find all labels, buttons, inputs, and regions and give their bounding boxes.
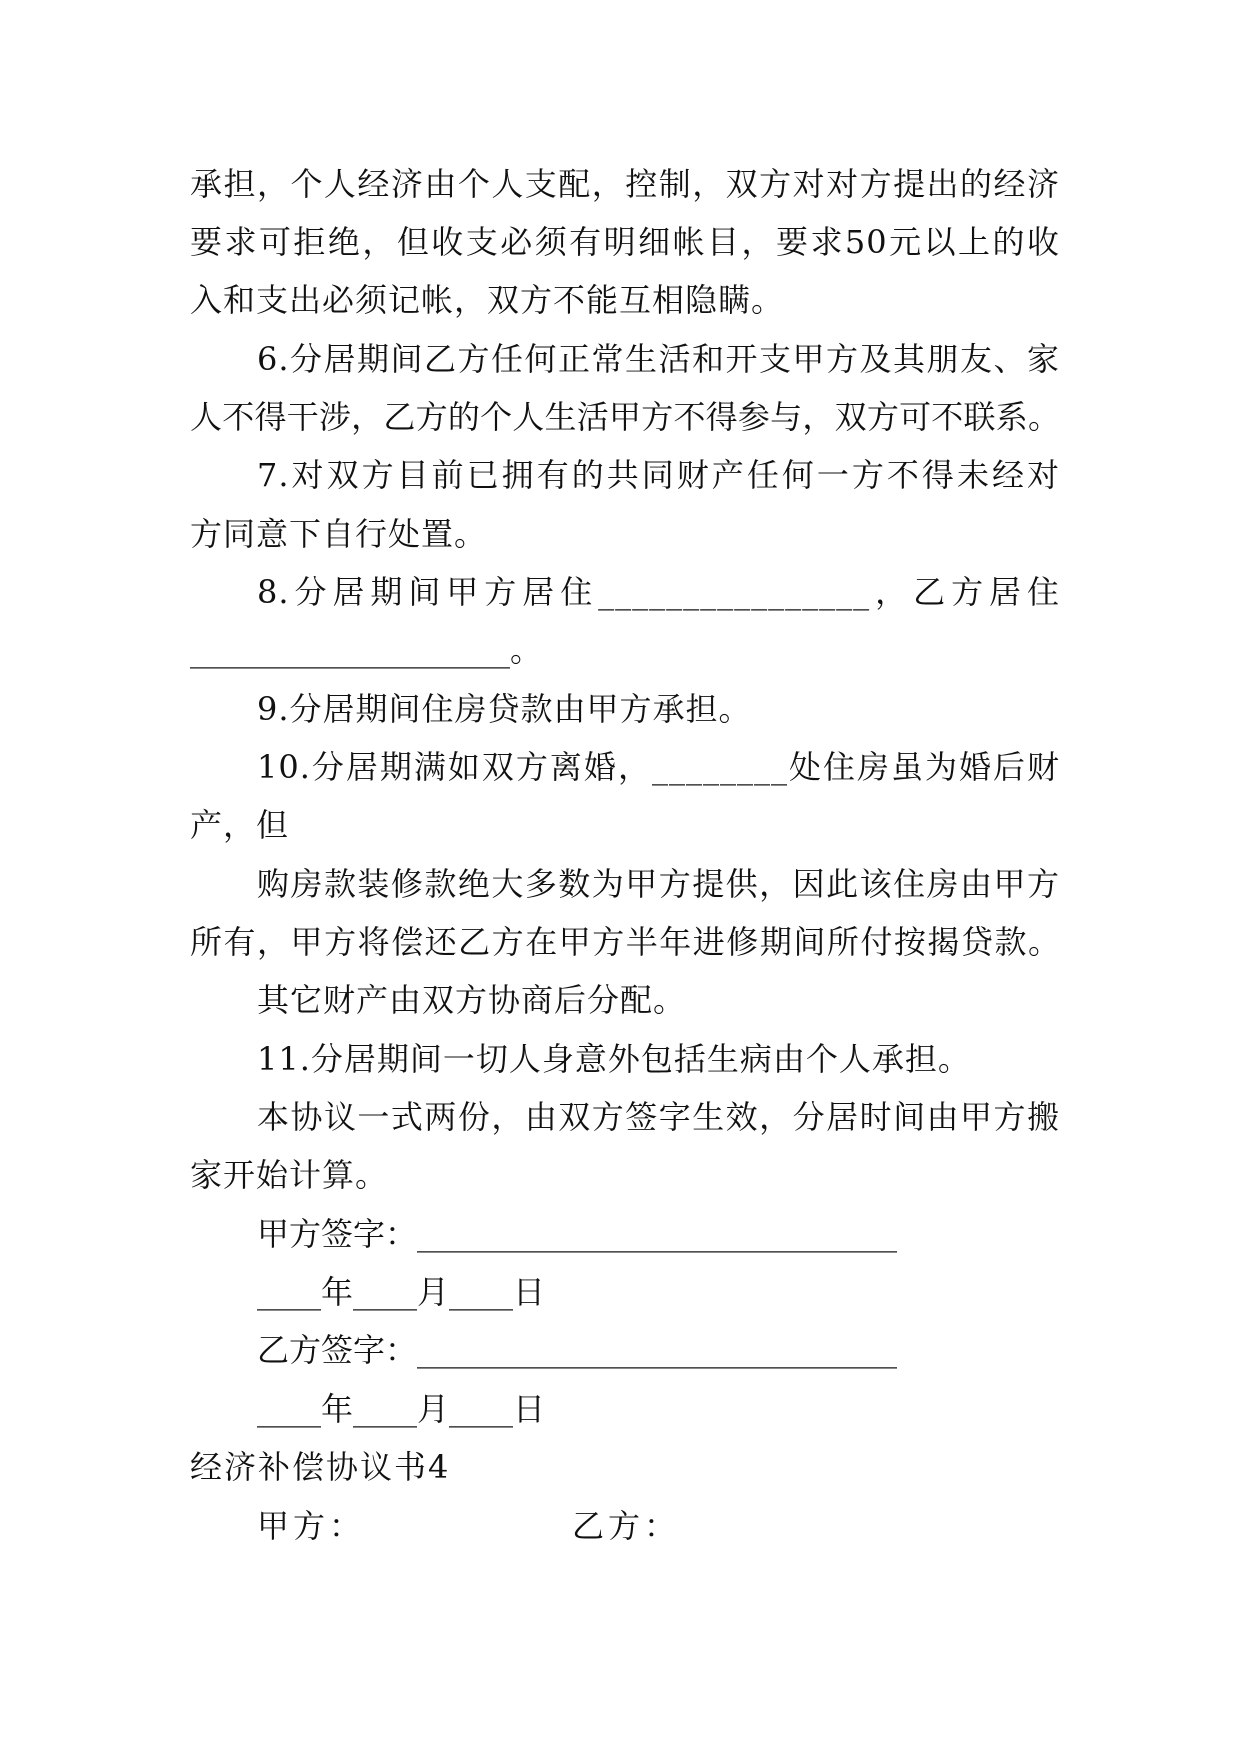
blank-line: ____________________。: [190, 631, 543, 669]
paragraph-line: 承担，个人经济由个人支配，控制，双方对对方提出的经济: [190, 165, 1060, 203]
paragraph-line: 产，但: [190, 806, 290, 844]
paragraph-line: 家开始计算。: [190, 1156, 389, 1194]
paragraph-line: 方同意下自行处置。: [190, 515, 488, 553]
clause-10: 10.分居期满如双方离婚，________处住房虽为婚后财: [257, 748, 1060, 786]
paragraph-line: 本协议一式两份，由双方签字生效，分居时间由甲方搬: [257, 1098, 1060, 1136]
clause-7: 7.对双方目前已拥有的共同财产任何一方不得未经对: [257, 456, 1060, 494]
paragraph-line: 购房款装修款绝大多数为甲方提供，因此该住房由甲方: [257, 865, 1060, 903]
party-b-signature: 乙方签字：______________________________: [257, 1331, 898, 1369]
party-a-date: ____年____月____日: [257, 1273, 546, 1311]
paragraph-line: 要求可拒绝，但收支必须有明细帐目，要求50元以上的收: [190, 223, 1060, 261]
party-b-date: ____年____月____日: [257, 1390, 546, 1428]
clause-11: 11.分居期间一切人身意外包括生病由个人承担。: [257, 1040, 971, 1078]
section-title: 经济补偿协议书4: [190, 1448, 451, 1486]
clause-9: 9.分居期间住房贷款由甲方承担。: [257, 690, 752, 728]
paragraph-line: 所有，甲方将偿还乙方在甲方半年进修期间所付按揭贷款。: [190, 923, 1060, 961]
paragraph-line: 人不得干涉，乙方的个人生活甲方不得参与，双方可不联系。: [190, 398, 1060, 436]
party-b-label: 乙方：: [572, 1507, 681, 1545]
paragraph-line: 其它财产由双方协商后分配。: [257, 981, 687, 1019]
clause-6: 6.分居期间乙方任何正常生活和开支甲方及其朋友、家: [257, 340, 1060, 378]
party-a-label: 甲方：: [257, 1507, 366, 1545]
party-a-signature: 甲方签字：______________________________: [257, 1215, 898, 1253]
clause-8: 8.分居期间甲方居住________________，乙方居住: [257, 573, 1060, 611]
paragraph-line: 入和支出必须记帐，双方不能互相隐瞒。: [190, 281, 785, 319]
